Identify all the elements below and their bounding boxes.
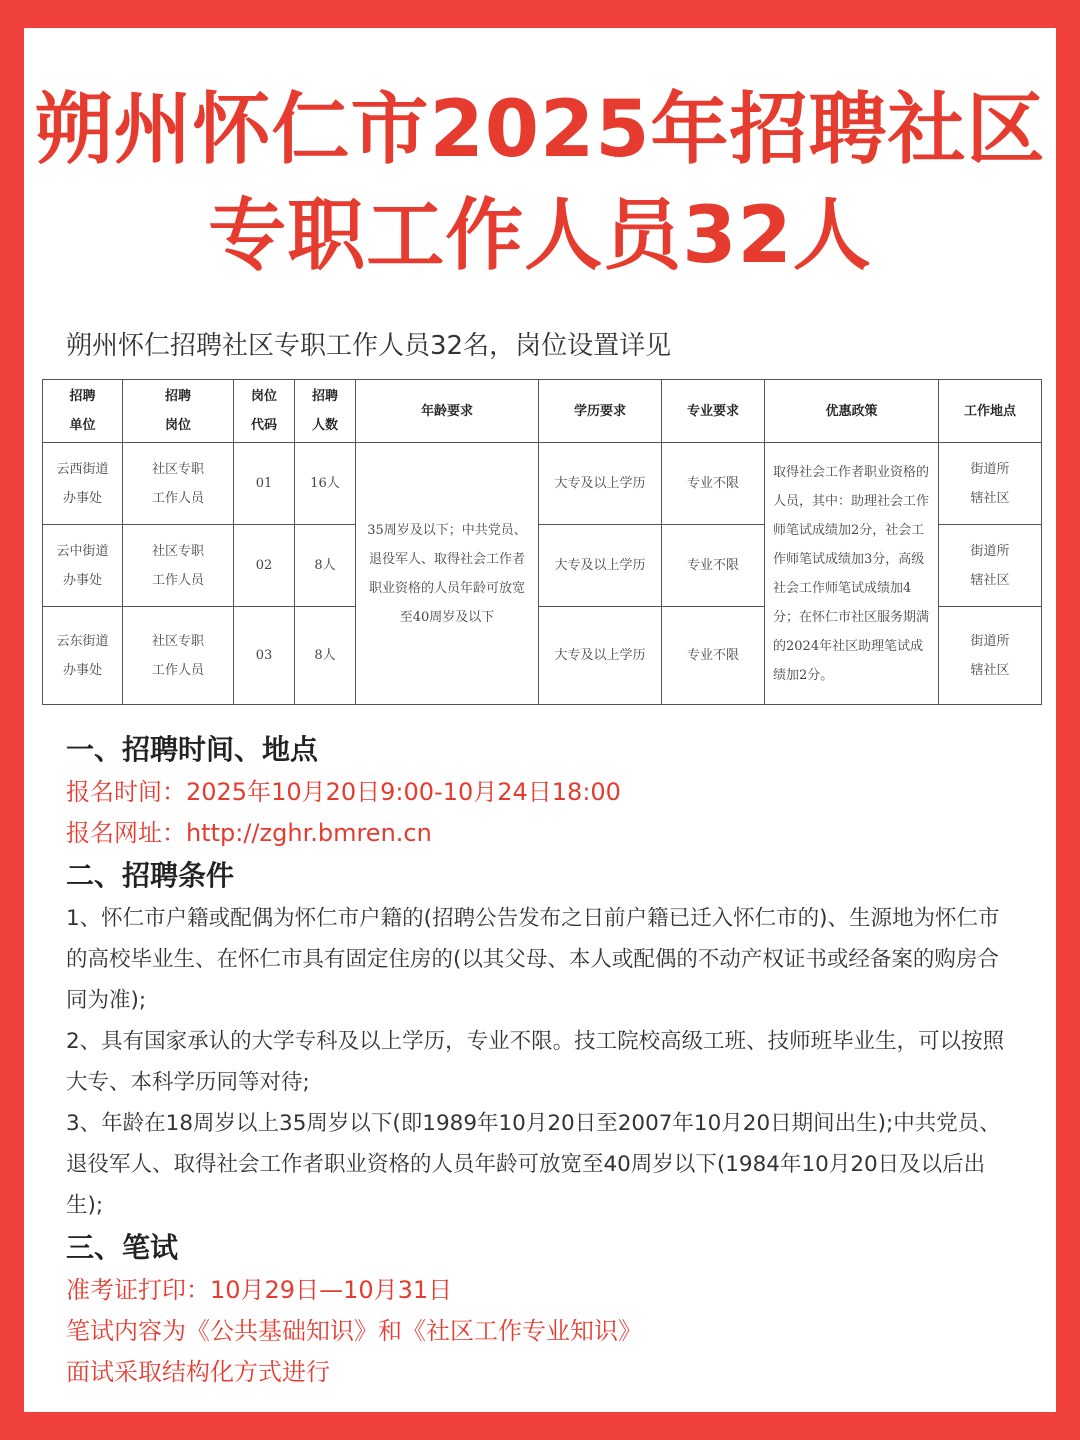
cell-unit: 云中街道 办事处 <box>43 525 123 607</box>
cell-post: 社区专职 工作人员 <box>123 525 234 607</box>
cell-count: 16人 <box>295 443 356 525</box>
section-heading-1: 一、招聘时间、地点 <box>66 733 319 766</box>
article-body <box>66 728 1016 1393</box>
header-major: 专业要求 <box>662 380 765 443</box>
poster-card <box>24 28 1056 1412</box>
cell-major: 专业不限 <box>662 443 765 525</box>
header-policy: 优惠政策 <box>765 380 939 443</box>
cell-post: 社区专职 工作人员 <box>123 443 234 525</box>
cell-edu: 大专及以上学历 <box>539 607 662 705</box>
admission-ticket-print: 准考证打印：10月29日—10月31日 <box>66 1276 453 1304</box>
section-heading-2: 二、招聘条件 <box>66 859 235 892</box>
positions-table <box>42 379 1042 705</box>
header-age: 年龄要求 <box>356 380 539 443</box>
header-location: 工作地点 <box>939 380 1042 443</box>
cell-code: 01 <box>234 443 295 525</box>
condition-3: 3、年龄在18周岁以上35周岁以下(即1989年10月20日至2007年10月20日期间出生);中共党员、退役军人、取得社会工作者职业资格的人员年龄可放宽至40周岁以下(1984年10月20日及以后出生); <box>66 1111 1001 1218</box>
cell-policy: 取得社会工作者职业资格的人员，其中：助理社会工作师笔试成绩加2分，社会工作师笔试成绩加3分，高级社会工作师笔试成绩加4分；在怀仁市社区服务期满的2024年社区助理笔试成绩加2分。 <box>765 443 939 705</box>
cell-location: 街道所 辖社区 <box>939 443 1042 525</box>
exam-content: 笔试内容为《公共基础知识》和《社区工作专业知识》 <box>66 1317 642 1345</box>
cell-location: 街道所 辖社区 <box>939 607 1042 705</box>
cell-unit: 云东街道 办事处 <box>43 607 123 705</box>
cell-code: 02 <box>234 525 295 607</box>
registration-url: 报名网址：http://zghr.bmren.cn <box>66 819 432 847</box>
cell-major: 专业不限 <box>662 525 765 607</box>
title-line-2: 专职工作人员32人 <box>208 191 872 281</box>
header-code: 岗位 代码 <box>234 380 295 443</box>
table-row <box>43 443 1042 525</box>
header-count: 招聘 人数 <box>295 380 356 443</box>
cell-age-requirement: 35周岁及以下；中共党员、退役军人、取得社会工作者职业资格的人员年龄可放宽至40周岁及以下 <box>356 443 539 705</box>
cell-count: 8人 <box>295 525 356 607</box>
cell-code: 03 <box>234 607 295 705</box>
condition-1: 1、怀仁市户籍或配偶为怀仁市户籍的(招聘公告发布之日前户籍已迁入怀仁市的)、生源地为怀仁市的高校毕业生、在怀仁市具有固定住房的(以其父母、本人或配偶的不动产权证书或经备案的购房合同为准); <box>66 906 1000 1013</box>
interview-method: 面试采取结构化方式进行 <box>66 1358 330 1386</box>
header-edu: 学历要求 <box>539 380 662 443</box>
cell-edu: 大专及以上学历 <box>539 443 662 525</box>
cell-location: 街道所 辖社区 <box>939 525 1042 607</box>
condition-2: 2、具有国家承认的大学专科及以上学历，专业不限。技工院校高级工班、技师班毕业生，可以按照大专、本科学历同等对待; <box>66 1029 1005 1095</box>
table-header-row <box>43 380 1042 443</box>
cell-edu: 大专及以上学历 <box>539 525 662 607</box>
cell-unit: 云西街道 办事处 <box>43 443 123 525</box>
section-heading-3: 三、笔试 <box>66 1231 179 1264</box>
cell-major: 专业不限 <box>662 607 765 705</box>
intro-text: 朔州怀仁招聘社区专职工作人员32名，岗位设置详见 <box>66 331 672 361</box>
cell-post: 社区专职 工作人员 <box>123 607 234 705</box>
header-unit: 招聘 单位 <box>43 380 123 443</box>
registration-time: 报名时间：2025年10月20日9:00-10月24日18:00 <box>66 778 621 806</box>
header-post: 招聘 岗位 <box>123 380 234 443</box>
cell-count: 8人 <box>295 607 356 705</box>
title-line-1: 朔州怀仁市2025年招聘社区 <box>34 85 1046 175</box>
